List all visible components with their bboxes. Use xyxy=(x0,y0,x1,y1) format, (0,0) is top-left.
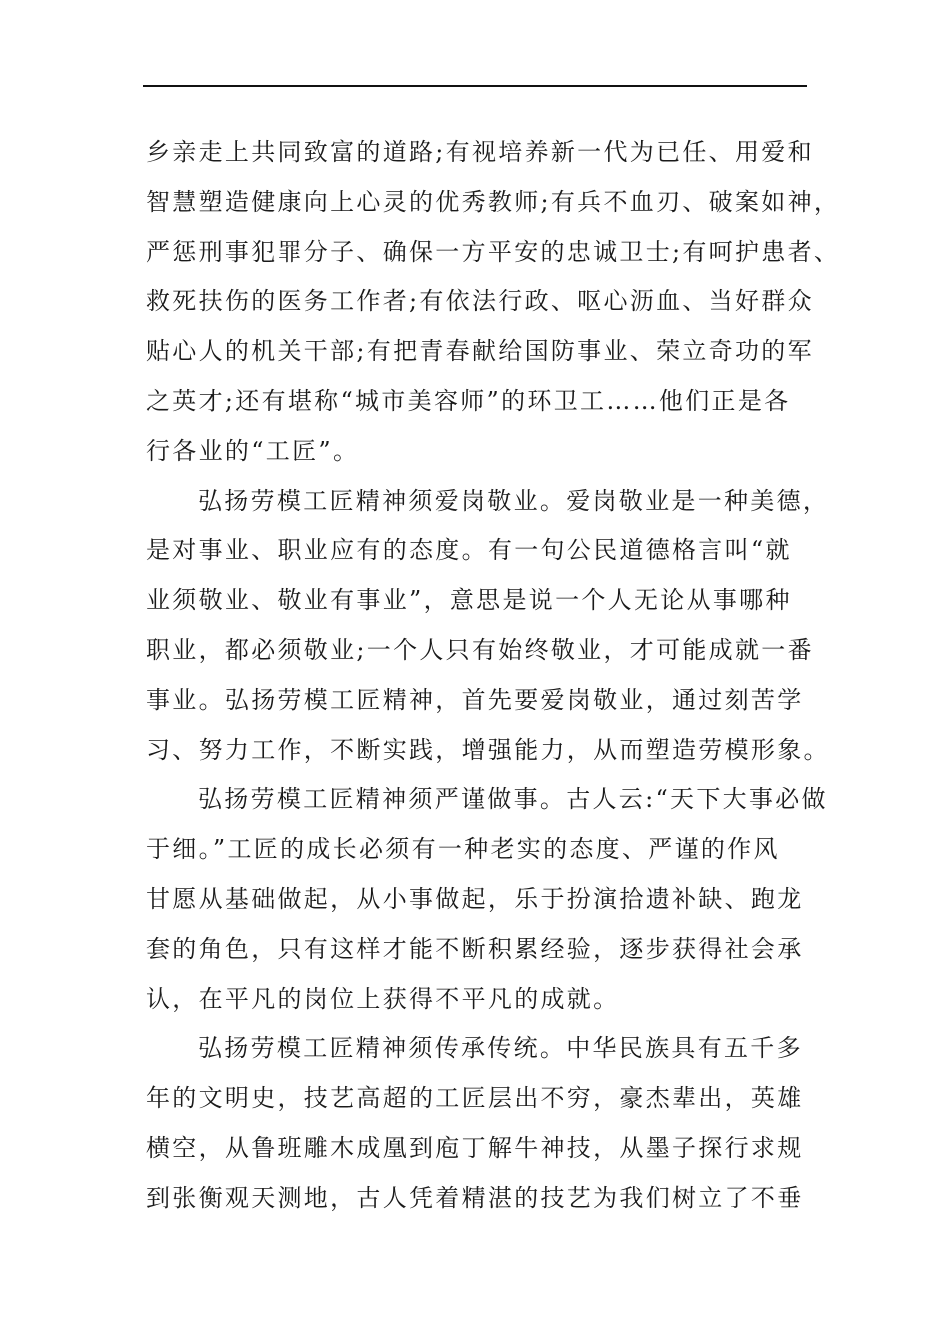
paragraph-first-line: 弘扬劳模工匠精神须传承传统。中华民族具有五千多 xyxy=(198,1034,803,1063)
text-line: 严惩刑事犯罪分子、确保一方平安的忠诚卫士;有呵护患者、 xyxy=(146,237,841,266)
text-line: 行各业的“工匠”。 xyxy=(146,436,360,465)
text-line: 套的角色，只有这样才能不断积累经验，逐步获得社会承 xyxy=(146,934,804,963)
body-text xyxy=(146,128,841,1224)
text-line: 是对事业、职业应有的态度。有一句公民道德格言叫“就 xyxy=(146,536,792,565)
text-line: 职业，都必须敬业;一个人只有始终敬业，才可能成就一番 xyxy=(146,635,814,664)
text-line: 救死扶伤的医务工作者;有依法行政、呕心沥血、当好群众 xyxy=(146,287,814,316)
header-rule xyxy=(143,85,807,87)
text-line: 业须敬业、敬业有事业”，意思是说一个人无论从事哪种 xyxy=(146,586,792,615)
text-line: 智慧塑造健康向上心灵的优秀教师;有兵不血刃、破案如神， xyxy=(146,187,841,216)
paragraph-first-line: 弘扬劳模工匠精神须严谨做事。古人云:“天下大事必做 xyxy=(198,785,828,814)
text-line: 甘愿从基础做起，从小事做起，乐于扮演拾遗补缺、跑龙 xyxy=(146,884,804,913)
text-line: 贴心人的机关干部;有把青春献给国防事业、荣立奇功的军 xyxy=(146,337,814,366)
text-line: 横空，从鲁班雕木成凰到庖丁解牛神技，从墨子探行求规 xyxy=(146,1133,804,1162)
text-line: 乡亲走上共同致富的道路;有视培养新一代为已任、用爱和 xyxy=(146,138,814,166)
text-line: 事业。弘扬劳模工匠精神，首先要爱岗敬业，通过刻苦学 xyxy=(146,685,804,714)
text-line: 年的文明史，技艺高超的工匠层出不穷，豪杰辈出，英雄 xyxy=(146,1084,804,1113)
text-line: 于细。”工匠的成长必须有一种老实的态度、严谨的作风 xyxy=(146,835,780,864)
text-line: 到张衡观天测地，古人凭着精湛的技艺为我们树立了不垂 xyxy=(146,1183,804,1212)
text-line: 之英才;还有堪称“城市美容师”的环卫工……他们正是各 xyxy=(146,386,791,415)
paragraph-first-line: 弘扬劳模工匠精神须爱岗敬业。爱岗敬业是一种美德， xyxy=(198,486,830,515)
text-line: 认，在平凡的岗位上获得不平凡的成就。 xyxy=(146,984,620,1013)
text-line: 习、努力工作，不断实践，增强能力，从而塑造劳模形象。 xyxy=(146,735,830,764)
